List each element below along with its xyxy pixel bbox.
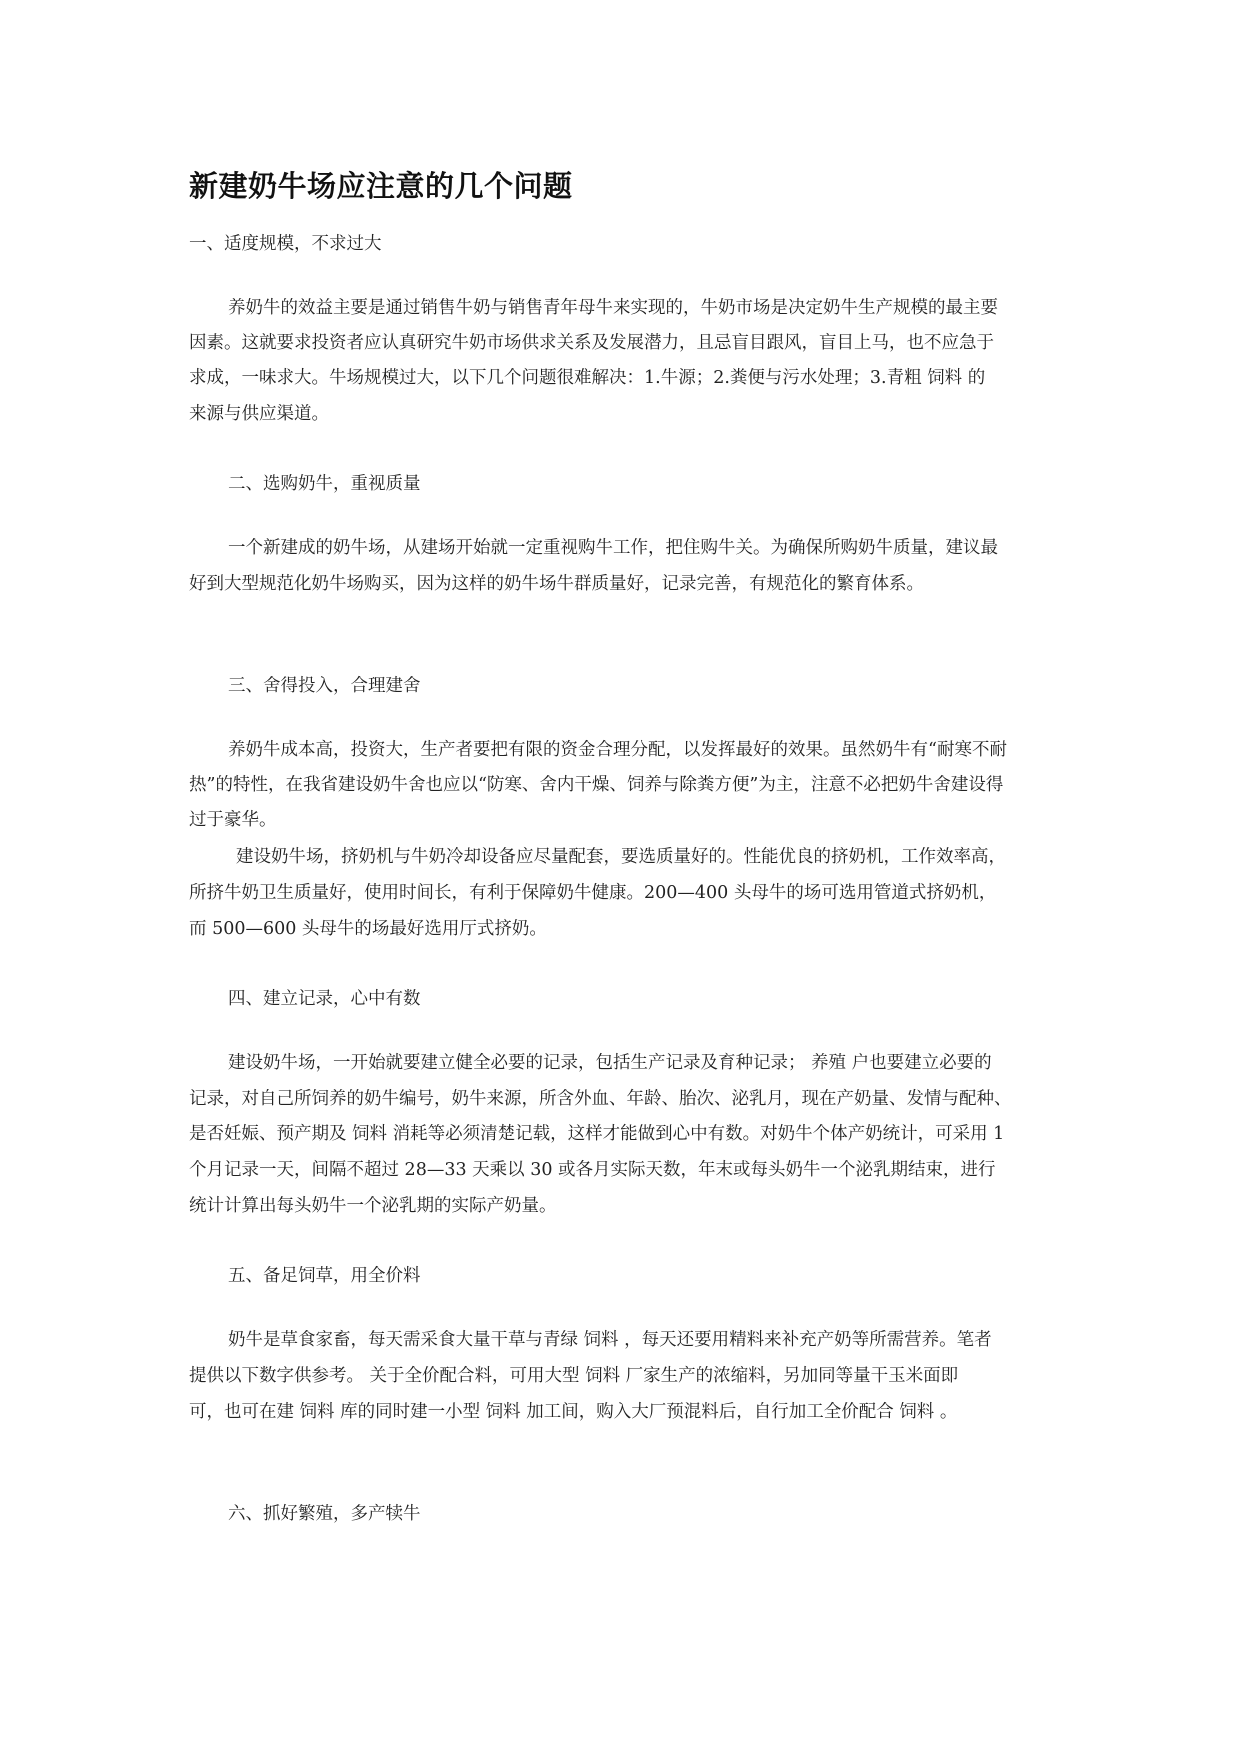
paragraph-line: 来源与供应渠道。 — [189, 404, 329, 424]
paragraph-line: 所挤牛奶卫生质量好，使用时间长，有利于保障奶牛健康。200—400 头母牛的场可选用管道式挤奶机， — [189, 883, 997, 903]
section-heading-3: 三、舍得投入，合理建舍 — [228, 676, 421, 696]
section-heading-5: 五、备足饲草，用全价料 — [228, 1266, 421, 1286]
paragraph-line: 养奶牛的效益主要是通过销售牛奶与销售青年母牛来实现的，牛奶市场是决定奶牛生产规模的最主要 — [228, 298, 998, 318]
document-title: 新建奶牛场应注意的几个问题 — [189, 169, 573, 203]
section-heading-1: 一、适度规模，不求过大 — [189, 234, 382, 254]
paragraph-line: 而 500—600 头母牛的场最好选用厅式挤奶。 — [189, 919, 547, 939]
section-heading-6: 六、抓好繁殖，多产犊牛 — [228, 1504, 421, 1524]
section-heading-4: 四、建立记录，心中有数 — [228, 989, 421, 1009]
paragraph-line: 记录，对自己所饲养的奶牛编号，奶牛来源，所含外血、年龄、胎次、泌乳月，现在产奶量、发情与配种、 — [189, 1089, 1012, 1109]
paragraph-line: 一个新建成的奶牛场，从建场开始就一定重视购牛工作，把住购牛关。为确保所购奶牛质量，建议最 — [228, 538, 998, 558]
section-heading-2: 二、选购奶牛，重视质量 — [228, 474, 421, 494]
paragraph-line: 好到大型规范化奶牛场购买，因为这样的奶牛场牛群质量好，记录完善，有规范化的繁育体系。 — [189, 574, 924, 594]
paragraph-line: 求成，一味求大。牛场规模过大，以下几个问题很难解决：1.牛源；2.粪便与污水处理；3.青粗 饲料 的 — [189, 368, 986, 388]
paragraph-line: 建设奶牛场，一开始就要建立健全必要的记录，包括生产记录及育种记录； 养殖 户也要建立必要的 — [228, 1053, 992, 1073]
paragraph-line: 奶牛是草食家畜，每天需采食大量干草与青绿 饲料 ，每天还要用精料来补充产奶等所需营养。笔者 — [228, 1330, 992, 1350]
paragraph-line: 统计计算出每头奶牛一个泌乳期的实际产奶量。 — [189, 1196, 557, 1216]
paragraph-line: 建设奶牛场，挤奶机与牛奶冷却设备应尽量配套，要选质量好的。性能优良的挤奶机，工作效率高， — [236, 847, 1006, 867]
paragraph-line: 是否妊娠、预产期及 饲料 消耗等必须清楚记载，这样才能做到心中有数。对奶牛个体产奶统计，可采用 1 — [189, 1124, 1005, 1144]
paragraph-line: 热”的特性，在我省建设奶牛舍也应以“防寒、舍内干燥、饲养与除粪方便”为主，注意不必把奶牛舍建设得 — [189, 775, 1004, 795]
paragraph-line: 过于豪华。 — [189, 810, 277, 830]
paragraph-line: 可，也可在建 饲料 库的同时建一小型 饲料 加工间，购入大厂预混料后，自行加工全价配合 饲料 。 — [189, 1402, 958, 1422]
paragraph-line: 因素。这就要求投资者应认真研究牛奶市场供求关系及发展潜力，且忌盲目跟风，盲目上马，也不应急于 — [189, 333, 994, 353]
paragraph-line: 提供以下数字供参考。 关于全价配合料，可用大型 饲料 厂家生产的浓缩料，另加同等量干玉米面即 — [189, 1366, 959, 1386]
paragraph-line: 养奶牛成本高，投资大，生产者要把有限的资金合理分配，以发挥最好的效果。虽然奶牛有“耐寒不耐 — [228, 740, 1007, 760]
paragraph-line: 个月记录一天，间隔不超过 28—33 天乘以 30 或各月实际天数，年末或每头奶牛一个泌乳期结束，进行 — [189, 1160, 996, 1180]
